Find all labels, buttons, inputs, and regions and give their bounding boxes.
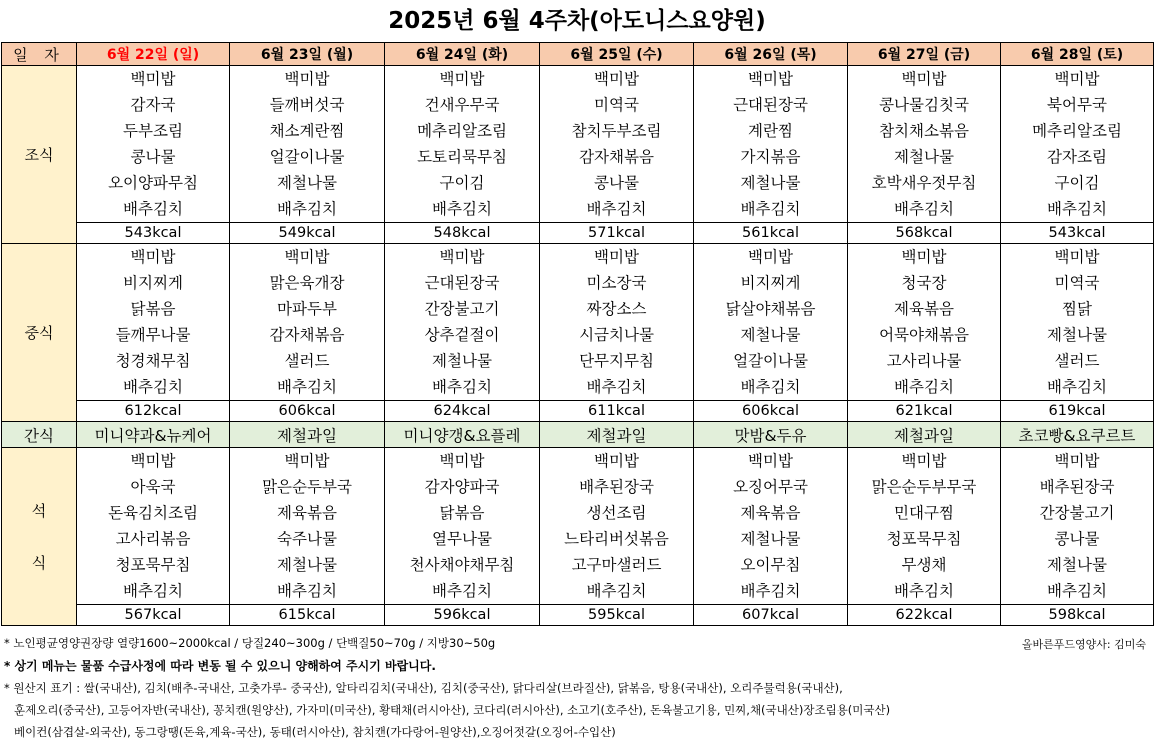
breakfast-label: 조식 (2, 66, 77, 244)
menu-item: 들깨버섯국 (269, 96, 345, 114)
menu-item: 짜장소스 (586, 300, 647, 318)
menu-item: 배추김치 (277, 200, 337, 218)
calorie-value: 571kcal (540, 223, 694, 244)
menu-item: 북어무국 (1047, 96, 1107, 114)
day-header: 6월 22일 (일) (77, 43, 230, 66)
menu-item: 근대된장국 (733, 96, 808, 114)
menu-item: 호박새우젓무침 (871, 174, 977, 192)
menu-item: 참치채소볶음 (879, 122, 969, 140)
dinner-label-char: 식 (31, 553, 47, 572)
breakfast-row (2, 66, 1154, 223)
menu-item: 민대구찜 (894, 504, 954, 522)
header-row (2, 43, 1154, 66)
menu-item: 감자채볶음 (269, 326, 345, 344)
menu-item: 백미밥 (284, 70, 330, 88)
menu-item: 무생채 (901, 556, 947, 574)
menu-item: 제철나물 (740, 326, 801, 344)
menu-item: 닭볶음 (130, 300, 176, 318)
menu-item: 콩나물 (594, 174, 639, 192)
snack-item: 초코빵&요쿠르트 (1001, 422, 1154, 448)
menu-item: 백미밥 (901, 248, 947, 266)
menu-item: 계란찜 (748, 122, 793, 140)
menu-item: 백미밥 (130, 248, 176, 266)
snack-item: 맛밤&두유 (694, 422, 848, 448)
menu-item: 콩나물 (1054, 530, 1100, 548)
menu-item: 감자조림 (1047, 148, 1107, 166)
calorie-value: 607kcal (694, 605, 848, 626)
menu-item: 열무나물 (432, 530, 492, 548)
calorie-value: 548kcal (385, 223, 540, 244)
menu-item: 미소장국 (586, 274, 647, 292)
dinner-menu-cell (1001, 448, 1154, 605)
calorie-value: 543kcal (77, 223, 230, 244)
calorie-value: 622kcal (848, 605, 1001, 626)
calorie-value: 561kcal (694, 223, 848, 244)
menu-item: 배추김치 (740, 200, 801, 218)
menu-item: 백미밥 (594, 248, 639, 266)
menu-item: 천사채야채무침 (409, 556, 515, 574)
dinner-label (2, 448, 77, 626)
menu-item: 배추김치 (586, 378, 647, 396)
menu-item: 오이무침 (740, 556, 801, 574)
snack-item: 제철과일 (230, 422, 385, 448)
lunch-menu-cell (540, 244, 694, 401)
lunch-menu-cell (230, 244, 385, 401)
menu-item: 맑은육개장 (269, 274, 345, 292)
menu-item: 오이양파무침 (108, 174, 198, 192)
menu-item: 제철나물 (277, 556, 337, 574)
menu-item: 청포묵무침 (886, 530, 962, 548)
menu-item: 배추김치 (894, 582, 954, 600)
menu-item: 청국장 (901, 274, 947, 292)
menu-item: 배추김치 (1047, 582, 1107, 600)
snack-item: 미니양갱&요플레 (385, 422, 540, 448)
menu-item: 숙주나물 (277, 530, 337, 548)
menu-item: 배추된장국 (1039, 478, 1115, 496)
menu-item: 백미밥 (748, 70, 793, 88)
weekly-menu-table (1, 42, 1154, 626)
dinner-menu-cell (385, 448, 540, 605)
menu-item: 배추김치 (586, 200, 647, 218)
calorie-value: 595kcal (540, 605, 694, 626)
dinner-menu-cell (848, 448, 1001, 605)
menu-item: 백미밥 (901, 70, 947, 88)
menu-item: 배추김치 (432, 200, 492, 218)
menu-item: 백미밥 (1054, 452, 1100, 470)
menu-item: 백미밥 (748, 248, 793, 266)
lunch-menu-cell (77, 244, 230, 401)
lunch-label: 중식 (2, 244, 77, 422)
menu-item: 제육볶음 (277, 504, 337, 522)
calorie-value: 598kcal (1001, 605, 1154, 626)
breakfast-menu-cell (385, 66, 540, 223)
menu-item: 비지찌게 (740, 274, 801, 292)
dinner-menu-cell (540, 448, 694, 605)
menu-item: 배추김치 (432, 378, 492, 396)
menu-item: 어묵야채볶음 (879, 326, 969, 344)
menu-item: 비지찌게 (123, 274, 183, 292)
calorie-value: 619kcal (1001, 401, 1154, 422)
menu-item: 백미밥 (130, 452, 176, 470)
menu-item: 구이김 (439, 174, 485, 192)
menu-item: 백미밥 (439, 452, 485, 470)
menu-item: 청포묵무침 (115, 556, 191, 574)
day-header: 6월 25일 (수) (540, 43, 694, 66)
snack-item: 제철과일 (540, 422, 694, 448)
dinner-menu-cell (694, 448, 848, 605)
menu-item: 가지볶음 (740, 148, 801, 166)
day-header: 6월 26일 (목) (694, 43, 848, 66)
lunch-menu-cell (1001, 244, 1154, 401)
menu-item: 백미밥 (1054, 70, 1100, 88)
lunch-menu-cell (694, 244, 848, 401)
calorie-value: 543kcal (1001, 223, 1154, 244)
menu-item: 샐러드 (284, 352, 330, 370)
menu-item: 감자국 (130, 96, 176, 114)
menu-item: 배추김치 (740, 582, 801, 600)
calorie-value: 567kcal (77, 605, 230, 626)
menu-item: 메추리알조림 (1032, 122, 1122, 140)
menu-item: 얼갈이나물 (269, 148, 345, 166)
menu-item: 제철나물 (740, 174, 801, 192)
dinner-row (2, 448, 1154, 605)
menu-item: 고사리볶음 (115, 530, 191, 548)
snack-item: 미니약과&뉴케어 (77, 422, 230, 448)
day-header: 6월 24일 (화) (385, 43, 540, 66)
menu-item: 백미밥 (594, 452, 639, 470)
menu-item: 백미밥 (284, 452, 330, 470)
menu-item: 배추김치 (894, 200, 954, 218)
menu-item: 채소계란찜 (269, 122, 345, 140)
lunch-kcal-row (2, 401, 1154, 422)
menu-item: 청경채무침 (115, 352, 191, 370)
breakfast-menu-cell (1001, 66, 1154, 223)
menu-item: 생선조림 (586, 504, 647, 522)
calorie-value: 621kcal (848, 401, 1001, 422)
calorie-value: 568kcal (848, 223, 1001, 244)
menu-item: 백미밥 (284, 248, 330, 266)
breakfast-menu-cell (694, 66, 848, 223)
menu-item: 샐러드 (1054, 352, 1100, 370)
calorie-value: 549kcal (230, 223, 385, 244)
menu-item: 닭살야채볶음 (725, 300, 816, 318)
breakfast-menu-cell (848, 66, 1001, 223)
menu-item: 두부조림 (123, 122, 183, 140)
origin-note-line2: 훈제오리(중국산), 고등어자반(국내산), 꽁치캔(원양산), 가자미(미국산), 황태채(러시아산), 코다리(러시아산), 소고기(호주산), 돈육불고기용, 민찌,채(국내산)장조림용(미국산) (14, 703, 891, 717)
dinner-label-char: 석 (31, 501, 47, 520)
calorie-value: 596kcal (385, 605, 540, 626)
snack-label: 간식 (2, 422, 77, 448)
menu-item: 백미밥 (594, 70, 639, 88)
menu-item: 상추겉절이 (424, 326, 500, 344)
snack-row (2, 422, 1154, 448)
menu-item: 제육볶음 (894, 300, 954, 318)
page-title: 2025년 6월 4주차(아도니스요양원) (388, 8, 766, 34)
menu-item: 배추김치 (894, 378, 954, 396)
menu-item: 콩나물김칫국 (879, 96, 969, 114)
menu-item: 참치두부조림 (571, 122, 662, 140)
menu-item: 들깨무나물 (115, 326, 191, 344)
menu-item: 아욱국 (130, 478, 176, 496)
lunch-menu-cell (385, 244, 540, 401)
menu-item: 배추김치 (586, 582, 647, 600)
menu-item: 건새우무국 (424, 96, 500, 114)
menu-item: 배추김치 (277, 582, 337, 600)
origin-note-line1: * 원산지 표기 : 쌀(국내산), 김치(배추-국내산, 고춧가루- 중국산), 알타리김치(국내산), 김치(중국산), 닭다리살(브라질산), 닭볶음, 탕용(국내산), 오리주물럭용(국내산), (4, 681, 843, 695)
menu-item: 미역국 (1054, 274, 1100, 292)
calorie-value: 606kcal (694, 401, 848, 422)
menu-item: 백미밥 (439, 248, 485, 266)
menu-item: 제철나물 (277, 174, 337, 192)
date-label: 일 자 (2, 43, 77, 66)
menu-item: 느타리버섯볶음 (564, 530, 669, 548)
menu-item: 백미밥 (130, 70, 176, 88)
menu-item: 배추김치 (123, 378, 183, 396)
menu-item: 맑은순두부국 (262, 478, 352, 496)
calorie-value: 615kcal (230, 605, 385, 626)
breakfast-menu-cell (230, 66, 385, 223)
menu-item: 고구마샐러드 (571, 556, 662, 574)
menu-item: 배추김치 (123, 200, 183, 218)
day-header: 6월 23일 (월) (230, 43, 385, 66)
menu-item: 오징어무국 (733, 478, 808, 496)
menu-item: 구이김 (1054, 174, 1100, 192)
menu-item: 배추김치 (123, 582, 183, 600)
menu-item: 근대된장국 (424, 274, 500, 292)
menu-item: 백미밥 (439, 70, 485, 88)
snack-item: 제철과일 (848, 422, 1001, 448)
menu-item: 미역국 (594, 96, 639, 114)
menu-item: 마파두부 (277, 300, 337, 318)
lunch-row (2, 244, 1154, 401)
menu-item: 돈육김치조림 (108, 504, 198, 522)
menu-item: 단무지무침 (579, 352, 654, 370)
menu-item: 고사리나물 (886, 352, 962, 370)
origin-note-line3: 베이컨(삼겹살-외국산), 동그랑땡(돈육,계육-국산), 동태(러시아산), 참치캔(가다랑어-원양산),오징어젓갈(오징어-수입산) (14, 725, 616, 739)
menu-item: 콩나물 (130, 148, 176, 166)
menu-item: 백미밥 (901, 452, 947, 470)
day-header: 6월 28일 (토) (1001, 43, 1154, 66)
calorie-value: 612kcal (77, 401, 230, 422)
nutrition-note: * 노인평균영양권장량 열량1600~2000kcal / 당질240~300g / 단백질50~70g / 지방30~50g (4, 636, 496, 650)
menu-item: 메추리알조림 (417, 122, 507, 140)
menu-item: 제철나물 (894, 148, 954, 166)
dinner-menu-cell (230, 448, 385, 605)
menu-item: 제철나물 (432, 352, 492, 370)
calorie-value: 624kcal (385, 401, 540, 422)
menu-item: 간장불고기 (424, 300, 500, 318)
menu-item: 배추김치 (432, 582, 492, 600)
breakfast-kcal-row (2, 223, 1154, 244)
calorie-value: 611kcal (540, 401, 694, 422)
menu-item: 백미밥 (1054, 248, 1100, 266)
menu-item: 제철나물 (1047, 326, 1107, 344)
breakfast-menu-cell (540, 66, 694, 223)
menu-item: 제철나물 (740, 530, 801, 548)
dinner-kcal-row (2, 605, 1154, 626)
menu-item: 얼갈이나물 (733, 352, 808, 370)
menu-item: 시금치나물 (579, 326, 654, 344)
menu-item: 배추김치 (740, 378, 801, 396)
menu-item: 간장불고기 (1039, 504, 1115, 522)
menu-change-notice: * 상기 메뉴는 물품 수급사정에 따라 변동 될 수 있으니 양해하여 주시기 바랍니다. (4, 659, 436, 673)
day-header: 6월 27일 (금) (848, 43, 1001, 66)
breakfast-menu-cell (77, 66, 230, 223)
menu-item: 제육볶음 (740, 504, 801, 522)
menu-item: 배추된장국 (579, 478, 654, 496)
menu-item: 찜닭 (1062, 300, 1092, 318)
calorie-value: 606kcal (230, 401, 385, 422)
menu-item: 감자양파국 (424, 478, 500, 496)
dinner-menu-cell (77, 448, 230, 605)
menu-item: 제철나물 (1047, 556, 1107, 574)
lunch-menu-cell (848, 244, 1001, 401)
dietitian-signature: 올바른푸드영양사: 김미숙 (1021, 638, 1146, 651)
menu-item: 도토리묵무침 (417, 148, 507, 166)
menu-item: 배추김치 (1047, 200, 1107, 218)
menu-item: 닭볶음 (439, 504, 485, 522)
menu-item: 감자채볶음 (579, 148, 654, 166)
menu-item: 맑은순두부무국 (871, 478, 977, 496)
menu-item: 배추김치 (277, 378, 337, 396)
menu-item: 배추김치 (1047, 378, 1107, 396)
menu-item: 백미밥 (748, 452, 793, 470)
